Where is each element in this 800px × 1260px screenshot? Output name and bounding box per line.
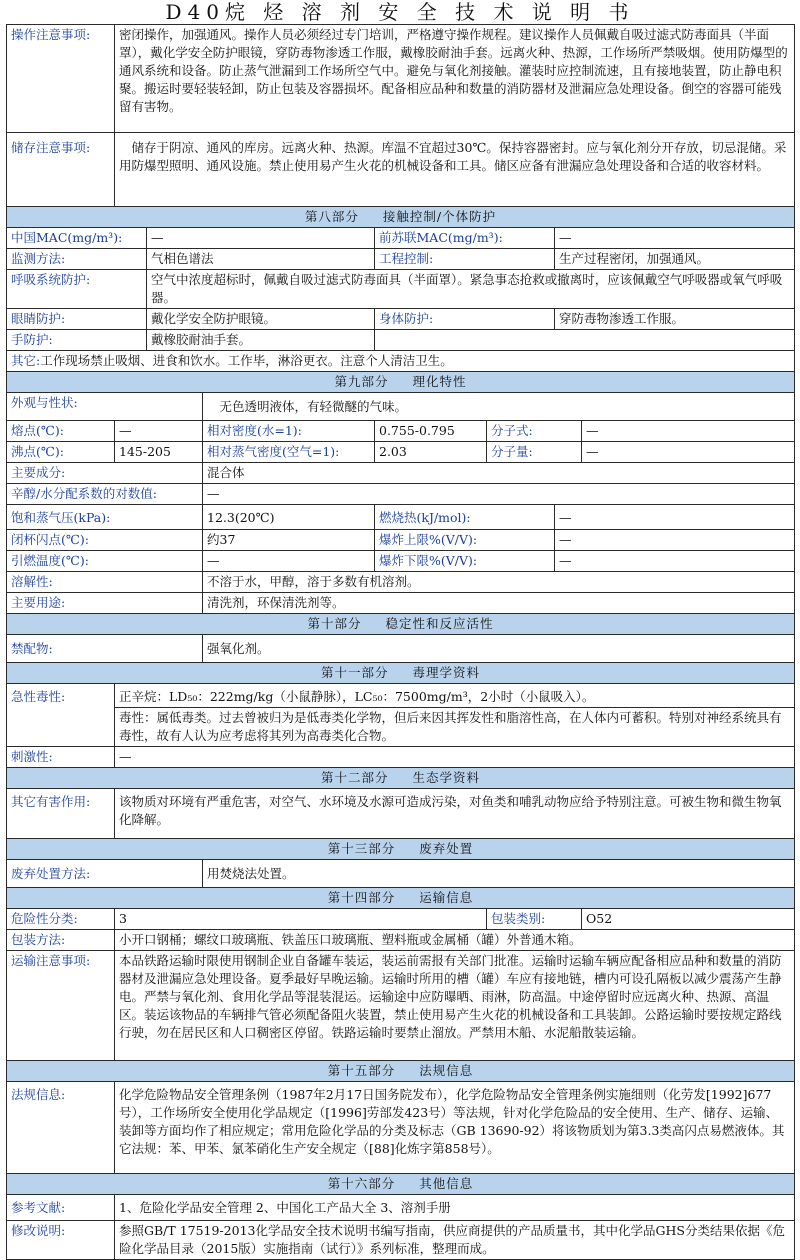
- section-13-header: [7, 839, 795, 860]
- mw-value: —: [582, 442, 795, 463]
- logkow-value: —: [203, 484, 795, 505]
- mac-cn-value: —: [147, 228, 375, 249]
- storage-text: 储存于阴凉、通风的库房。远离火种、热源。库温不宜超过30℃。保持容器密封。应与氧化剂分开存放，切忌混储。采用防爆型照明、通风设施。禁止使用易产生火花的机械设备和工具。储区应备有泄漏应急处理设备和合适的收容材料。: [115, 133, 795, 207]
- composition-label: 主要成分:: [7, 463, 203, 484]
- mac-su-value: —: [555, 228, 795, 249]
- mac-su-label: 前苏联MAC(mg/m³):: [375, 228, 555, 249]
- other-protection-row: [7, 351, 795, 372]
- disposal-value: 用焚烧法处置。: [203, 860, 795, 888]
- incompat-label: 禁配物:: [7, 635, 203, 663]
- section-8-header: [7, 207, 795, 228]
- use-value: 清洗剂，环保清洗剂等。: [203, 593, 795, 614]
- mac-cn-label: 中国MAC(mg/m³):: [7, 228, 147, 249]
- transport-value: 本品铁路运输时限使用钢制企业自备罐车装运，装运前需报有关部门批准。运输时运输车辆应配备相应品种和数量的消防器材及泄漏应急处理设备。夏季最好早晚运输。运输时所用的槽（罐）车应有接地链，槽内可设孔隔板以减少震荡产生静电。严禁与氧化剂、食用化学品等混装混运。运输途中应防曝晒、雨淋，防高温。中途停留时应远离火种、热源、高温区。装运该物品的车辆排气管必须配备阻火装置，禁止使用易产生火花的机械设备和工具装卸。公路运输时要按规定路线行驶，勿在居民区和人口稠密区停留。铁路运输时要禁止溜放。严禁用木船、水泥船散装运输。: [115, 951, 795, 1061]
- mp-label: 熔点(℃):: [7, 421, 115, 442]
- packing-method-value: 小开口钢桶；螺纹口玻璃瓶、铁盖压口玻璃瓶、塑料瓶或金属桶（罐）外普通木箱。: [115, 930, 795, 951]
- acute-toxicity-line1: 正辛烷：LD₅₀：222mg/kg（小鼠静脉），LC₅₀：7500mg/m³，2小时（小鼠吸入）。: [115, 684, 795, 708]
- mp-value: —: [115, 421, 203, 442]
- packing-category-label: 包装类别:: [487, 909, 582, 930]
- hand-protection-label: 手防护:: [7, 330, 147, 351]
- solubility-value: 不溶于水，甲醇，溶于多数有机溶剂。: [203, 572, 795, 593]
- eco-other-value: 该物质对环境有严重危害，对空气、水环境及水源可造成污染，对鱼类和哺乳动物应给予特别注意。可被生物和微生物氧化降解。: [115, 789, 795, 839]
- section-16-header: [7, 1174, 795, 1195]
- eye-protection-label: 眼睛防护:: [7, 309, 147, 330]
- packing-method-label: 包装方法:: [7, 930, 115, 951]
- section-10-title: 稳定性和反应活性: [385, 616, 494, 631]
- section-10-header: [7, 614, 795, 635]
- packing-category-value: O52: [582, 909, 795, 930]
- monitor-label: 监测方法:: [7, 249, 147, 270]
- section-13-number: 第十三部分: [327, 841, 396, 856]
- other-protection-value: 工作现场禁止吸烟、进食和饮水。工作毕，淋浴更衣。注意个人清洁卫生。: [40, 353, 453, 368]
- references-label: 参考文献:: [7, 1195, 115, 1221]
- section-14-number: 第十四部分: [327, 890, 396, 905]
- monitor-value: 气相色谱法: [147, 249, 375, 270]
- section-11-number: 第十一部分: [320, 665, 389, 680]
- section-9-title: 理化特性: [412, 374, 467, 389]
- revision-value: 参照GB/T 17519-2013化学品安全技术说明书编写指南，供应商提供的产品质量书，其中化学品GHS分类结果依据《危险化学品目录（2015版）实施指南（试行）》系列标准，整理而成。: [115, 1221, 795, 1260]
- autoignition-value: —: [203, 551, 375, 572]
- uel-value: —: [555, 530, 795, 551]
- logkow-label: 辛醇/水分配系数的对数值:: [7, 484, 203, 505]
- hand-protection-empty: [375, 330, 795, 351]
- irritation-label: 刺激性:: [7, 747, 115, 768]
- vapor-density-value: 2.03: [375, 442, 487, 463]
- bp-value: 145-205: [115, 442, 203, 463]
- section-9-number: 第九部分: [334, 374, 389, 389]
- body-protection-value: 穿防毒物渗透工作服。: [555, 309, 795, 330]
- storage-label: 储存注意事项:: [7, 133, 115, 207]
- eye-protection-value: 戴化学安全防护眼镜。: [147, 309, 375, 330]
- section-12-title: 生态学资料: [412, 770, 481, 785]
- resp-protection-value: 空气中浓度超标时，佩戴自吸过滤式防毒面具（半面罩）。紧急事态抢救或撤离时，应该佩戴空气呼吸器或氧气呼吸器。: [147, 270, 795, 309]
- vapor-density-label: 相对蒸气密度(空气=1):: [203, 442, 375, 463]
- hazard-class-value: 3: [115, 909, 487, 930]
- section-14-title: 运输信息: [419, 890, 474, 905]
- irritation-value: —: [115, 747, 795, 768]
- section-15-title: 法规信息: [419, 1063, 474, 1078]
- mw-label: 分子量:: [487, 442, 582, 463]
- acute-toxicity-label: 急性毒性:: [7, 684, 115, 747]
- regulation-value: 化学危险物品安全管理条例（1987年2月17日国务院发布），化学危险物品安全管理条例实施细则（化劳发[1992]677号），工作场所安全使用化学品规定（[1996]劳部发423号）等法规，针对化学危险品的安全使用、生产、储存、运输、装卸等方面均作了相应规定；常用危险化学品的分类及标志（GB 13690-92）将该物质划为第3.3类高闪点易燃液体。其它法规：苯、甲苯、氯苯硝化生产安全规定（[88]化炼字第858号）。: [115, 1082, 795, 1174]
- bp-label: 沸点(℃):: [7, 442, 115, 463]
- section-15-header: [7, 1061, 795, 1082]
- eco-other-label: 其它有害作用:: [7, 789, 115, 839]
- uel-label: 爆炸上限%(V/V):: [375, 530, 555, 551]
- section-16-title: 其他信息: [419, 1176, 474, 1191]
- section-14-header: [7, 888, 795, 909]
- vapor-pressure-value: 12.3(20℃): [203, 505, 375, 530]
- lel-value: —: [555, 551, 795, 572]
- eng-control-label: 工程控制:: [375, 249, 555, 270]
- disposal-label: 废弃处置方法:: [7, 860, 203, 888]
- flash-point-value: 约37: [203, 530, 375, 551]
- section-8-number: 第八部分: [304, 209, 359, 224]
- msds-table: [6, 24, 795, 1260]
- revision-label: 修改说明:: [7, 1221, 115, 1260]
- eng-control-value: 生产过程密闭，加强通风。: [555, 249, 795, 270]
- section-10-number: 第十部分: [307, 616, 362, 631]
- body-protection-label: 身体防护:: [375, 309, 555, 330]
- acute-toxicity-line2: 毒性：属低毒类。过去曾被归为是低毒类化学物，但后来因其挥发性和脂溶性高，在人体内可蓄积。特别对神经系统具有毒性，故有人认为应考虑将其列为高毒类化合物。: [115, 708, 795, 747]
- section-9-header: [7, 372, 795, 393]
- appearance-value: 无色透明液体，有轻微醚的气味。: [203, 393, 795, 421]
- operation-text: 密闭操作，加强通风。操作人员必须经过专门培训，严格遵守操作规程。建议操作人员佩戴自吸过滤式防毒面具（半面罩），戴化学安全防护眼镜，穿防毒物渗透工作服，戴橡胶耐油手套。远离火种、热源，工作场所严禁吸烟。使用防爆型的通风系统和设备。防止蒸气泄漏到工作场所空气中。避免与氧化剂接触。灌装时应控制流速，且有接地装置，防止静电积聚。搬运时要轻装轻卸，防止包装及容器损坏。配备相应品种和数量的消防器材及泄漏应急处理设备。倒空的容器可能残留有害物。: [115, 25, 795, 133]
- formula-value: —: [582, 421, 795, 442]
- formula-label: 分子式:: [487, 421, 582, 442]
- section-12-number: 第十二部分: [320, 770, 389, 785]
- section-12-header: [7, 768, 795, 789]
- density-label: 相对密度(水=1):: [203, 421, 375, 442]
- section-11-header: [7, 663, 795, 684]
- appearance-label: 外观与性状:: [7, 393, 203, 421]
- composition-value: 混合体: [203, 463, 795, 484]
- use-label: 主要用途:: [7, 593, 203, 614]
- references-value: 1、危险化学品安全管理 2、中国化工产品大全 3、溶剂手册: [115, 1195, 795, 1221]
- flash-point-label: 闭杯闪点(℃):: [7, 530, 203, 551]
- section-13-title: 废弃处置: [419, 841, 474, 856]
- resp-protection-label: 呼吸系统防护:: [7, 270, 147, 309]
- page-title: D40烷 烃 溶 剂 安 全 技 术 说 明 书: [165, 0, 635, 24]
- incompat-value: 强氧化剂。: [203, 635, 795, 663]
- vapor-pressure-label: 饱和蒸气压(kPa):: [7, 505, 203, 530]
- combustion-heat-label: 燃烧热(kJ/mol):: [375, 505, 555, 530]
- transport-label: 运输注意事项:: [7, 951, 115, 1061]
- solubility-label: 溶解性:: [7, 572, 203, 593]
- other-protection-label: 其它:: [11, 353, 41, 368]
- operation-label: 操作注意事项:: [7, 25, 115, 133]
- density-value: 0.755-0.795: [375, 421, 487, 442]
- section-16-number: 第十六部分: [327, 1176, 396, 1191]
- autoignition-label: 引燃温度(℃):: [7, 551, 203, 572]
- combustion-heat-value: —: [555, 505, 795, 530]
- hand-protection-value: 戴橡胶耐油手套。: [147, 330, 375, 351]
- section-8-title: 接触控制/个体防护: [382, 209, 497, 224]
- lel-label: 爆炸下限%(V/V):: [375, 551, 555, 572]
- regulation-label: 法规信息:: [7, 1082, 115, 1174]
- hazard-class-label: 危险性分类:: [7, 909, 115, 930]
- section-15-number: 第十五部分: [327, 1063, 396, 1078]
- section-11-title: 毒理学资料: [412, 665, 481, 680]
